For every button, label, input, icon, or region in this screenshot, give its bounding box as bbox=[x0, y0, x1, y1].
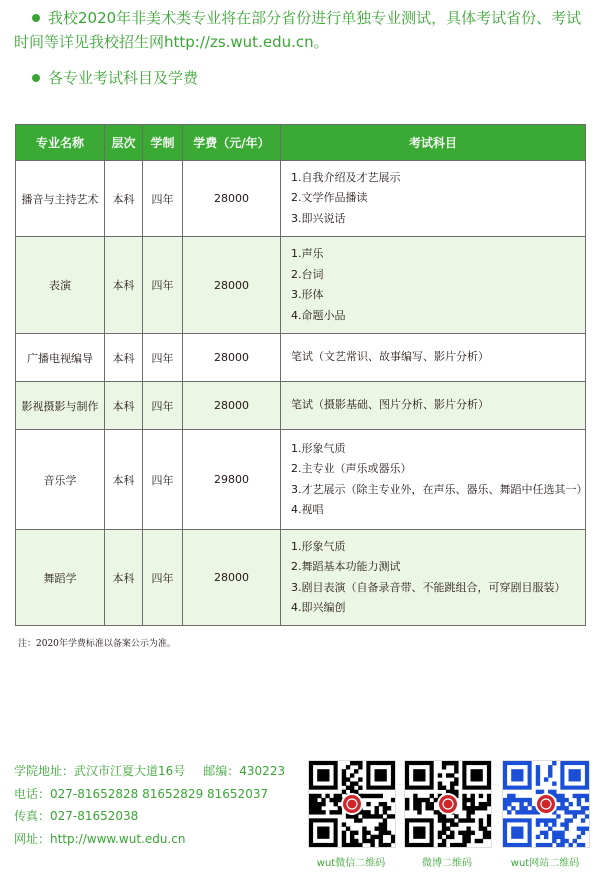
wechat-qr-code bbox=[308, 760, 396, 848]
subject-item: 2.台词 bbox=[291, 267, 324, 281]
subjects bbox=[281, 334, 586, 382]
header-level: 层次 bbox=[105, 125, 143, 161]
intro-heading: 各专业考试科目及学费 bbox=[14, 66, 594, 90]
qr-caption: wut网站二维码 bbox=[510, 858, 580, 869]
table-row bbox=[16, 430, 586, 530]
table-row bbox=[16, 530, 586, 626]
qr-code-icon bbox=[503, 761, 589, 847]
qr-caption: wut微信二维码 bbox=[316, 858, 386, 869]
subject-item: 2.主专业（声乐或器乐） bbox=[291, 462, 412, 475]
exam-subjects-table bbox=[15, 124, 586, 626]
subjects bbox=[281, 530, 586, 626]
university-seal-icon bbox=[343, 795, 361, 813]
level: 本科 bbox=[105, 382, 143, 430]
university-seal-icon bbox=[537, 795, 555, 813]
major-name: 播音与主持艺术 bbox=[16, 161, 105, 237]
bullet-icon bbox=[32, 14, 40, 22]
website-link[interactable]: 网址：http://www.wut.edu.cn bbox=[14, 831, 186, 846]
subjects bbox=[281, 161, 586, 237]
qr-caption: 微博二维码 bbox=[422, 858, 472, 869]
table-header-row bbox=[16, 125, 586, 161]
bullet-icon bbox=[32, 74, 40, 82]
subject-item: 1.自我介绍及才艺展示 bbox=[291, 170, 401, 184]
table-row bbox=[16, 161, 586, 237]
contact-info bbox=[14, 760, 285, 850]
years: 四年 bbox=[143, 430, 183, 530]
major-name: 音乐学 bbox=[16, 430, 105, 530]
major-name: 表演 bbox=[16, 237, 105, 334]
address: 学院地址：武汉市江夏大道16号 bbox=[14, 764, 186, 778]
qr-code-icon bbox=[405, 761, 491, 847]
years: 四年 bbox=[143, 237, 183, 334]
subject-item: 笔试（文艺常识、故事编写、影片分析） bbox=[291, 350, 489, 364]
subject-item: 2.舞蹈基本功能力测试 bbox=[291, 560, 401, 573]
table-row bbox=[16, 237, 586, 334]
subject-item: 笔试（摄影基础、图片分析、影片分析） bbox=[291, 398, 489, 412]
years: 四年 bbox=[143, 161, 183, 237]
level: 本科 bbox=[105, 334, 143, 382]
major-name: 影视摄影与制作 bbox=[16, 382, 105, 430]
subject-item: 3.即兴说话 bbox=[291, 211, 346, 225]
subject-item: 1.形象气质 bbox=[291, 441, 346, 455]
website-qr-code bbox=[502, 760, 590, 848]
fee: 28000 bbox=[183, 530, 281, 626]
university-seal-icon bbox=[439, 795, 457, 813]
major-name: 舞蹈学 bbox=[16, 530, 105, 626]
header-fee: 学费（元/年） bbox=[183, 125, 281, 161]
fee: 28000 bbox=[183, 161, 281, 237]
subject-item: 4.视唱 bbox=[291, 503, 324, 516]
subject-item: 1.形象气质 bbox=[291, 539, 346, 553]
fee-note: 注：2020年学费标准以备案公示为准。 bbox=[18, 639, 176, 649]
phone: 电话：027-81652828 81652829 81652037 bbox=[14, 786, 269, 801]
fax: 传真：027-81652038 bbox=[14, 809, 139, 823]
level: 本科 bbox=[105, 430, 143, 530]
subject-item: 3.才艺展示（除主专业外，在声乐、器乐、舞蹈中任选其一） bbox=[291, 482, 588, 496]
fee: 28000 bbox=[183, 237, 281, 334]
weibo-qr-code bbox=[404, 760, 492, 848]
fee: 29800 bbox=[183, 430, 281, 530]
level: 本科 bbox=[105, 161, 143, 237]
qr-code-icon bbox=[309, 761, 395, 847]
postcode: 邮编：430223 bbox=[203, 764, 286, 778]
major-name: 广播电视编导 bbox=[16, 334, 105, 382]
subject-item: 3.形体 bbox=[291, 288, 324, 301]
years: 四年 bbox=[143, 382, 183, 430]
subjects bbox=[281, 382, 586, 430]
header-major: 专业名称 bbox=[16, 125, 105, 161]
subjects bbox=[281, 430, 586, 530]
years: 四年 bbox=[143, 530, 183, 626]
subject-item: 4.命题小品 bbox=[291, 308, 346, 322]
subjects bbox=[281, 237, 586, 334]
subject-item: 3.剧目表演（自备录音带、不能跳组合，可穿剧目服装） bbox=[291, 580, 566, 594]
table-row bbox=[16, 382, 586, 430]
years: 四年 bbox=[143, 334, 183, 382]
table-row bbox=[16, 334, 586, 382]
intro bbox=[14, 6, 594, 90]
level: 本科 bbox=[105, 237, 143, 334]
fee: 28000 bbox=[183, 382, 281, 430]
subject-item: 4.即兴编创 bbox=[291, 601, 346, 614]
fee: 28000 bbox=[183, 334, 281, 382]
level: 本科 bbox=[105, 530, 143, 626]
subject-item: 2.文学作品播读 bbox=[291, 191, 368, 205]
header-years: 学制 bbox=[143, 125, 183, 161]
intro-paragraph: 我校2020年非美术类专业将在部分省份进行单独专业测试，具体考试省份、考试时间等详见我校招生网http://zs.wut.edu.cn。 bbox=[14, 9, 582, 51]
header-subjects: 考试科目 bbox=[281, 125, 586, 161]
subject-item: 1.声乐 bbox=[291, 247, 324, 260]
